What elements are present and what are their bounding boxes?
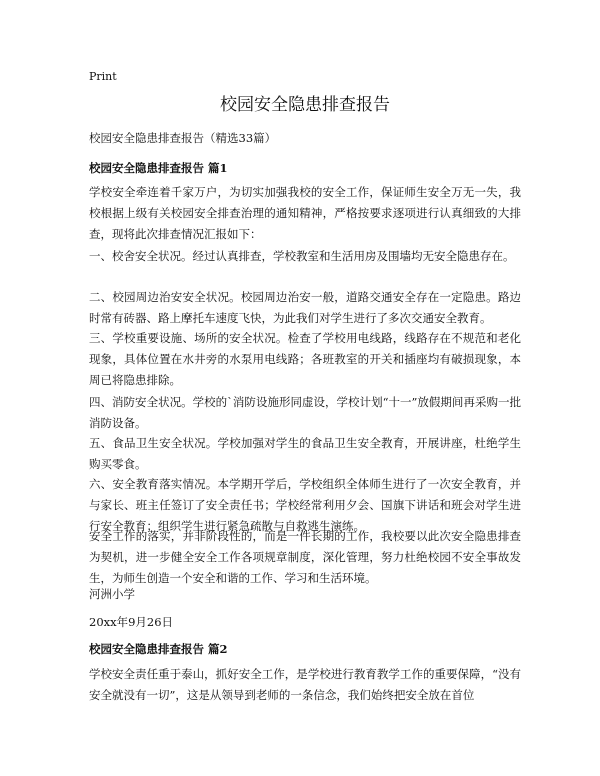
article-1-date: 20xx年9月26日 xyxy=(89,615,174,629)
page-title: 校园安全隐患排查报告 xyxy=(220,95,390,115)
article-1-item-3: 三、学校重要设施、场所的安全状况。检查了学校用电线路，线路存在不规范和老化现象，具体位置在水井旁的水泵用电线路；各班教室的开关和插座均有破损现象，本周已将隐患排除。 xyxy=(89,331,521,387)
article-1-heading: 校园安全隐患排查报告 篇1 xyxy=(89,161,228,175)
article-2-heading: 校园安全隐患排查报告 篇2 xyxy=(89,642,228,656)
article-2-intro: 学校安全责任重于泰山，抓好安全工作，是学校进行教育教学工作的重要保障，“没有安全就没有一切”，这是从领导到老师的一条信念，我们始终把安全放在首位 xyxy=(89,667,521,702)
article-1-intro: 学校安全牵连着千家万户，为切实加强我校的安全工作，保证师生安全万无一失，我校根据上级有关校园安全排查治理的通知精神，严格按要求逐项进行认真细致的大排查，现将此次排查情况汇报如下： xyxy=(89,185,521,241)
article-1-item-5: 五、食品卫生安全状况。学校加强对学生的食品卫生安全教育，开展讲座，杜绝学生购买零食。 xyxy=(89,436,521,471)
document-subtitle: 校园安全隐患排查报告（精选33篇） xyxy=(89,131,277,145)
article-1-item-4: 四、消防安全状况。学校的`消防设施形同虚设，学校计划“十一”放假期间再采购一批消防设备。 xyxy=(89,395,521,430)
article-1-school: 河洲小学 xyxy=(89,587,135,601)
print-label[interactable]: Print xyxy=(89,70,117,83)
article-1-item-6: 六、安全教育落实情况。本学期开学后，学校组织全体师生进行了一次安全教育，并与家长、班主任签订了安全责任书；学校经常利用夕会、国旗下讲话和班会对学生进行安全教育；组织学生进行紧急疏散与自救逃生演练。 xyxy=(89,477,521,533)
article-1-item-1: 一、校舍安全状况。经过认真排查，学校教室和生活用房及围墙均无安全隐患存在。 xyxy=(89,249,515,263)
article-1-conclusion: 安全工作的落实，并非阶段性的，而是一件长期的工作，我校要以此次安全隐患排查为契机，进一步健全安全工作各项规章制度，深化管理，努力杜绝校园不安全事故发生，为师生创造一个安全和谐的工作、学习和生活环境。 xyxy=(89,529,521,585)
article-1-item-2: 二、校园周边治安安全状况。校园周边治安一般，道路交通安全存在一定隐患。路边时常有砖器、路上摩托车速度飞快，为此我们对学生进行了多次交通安全教育。 xyxy=(89,290,521,325)
